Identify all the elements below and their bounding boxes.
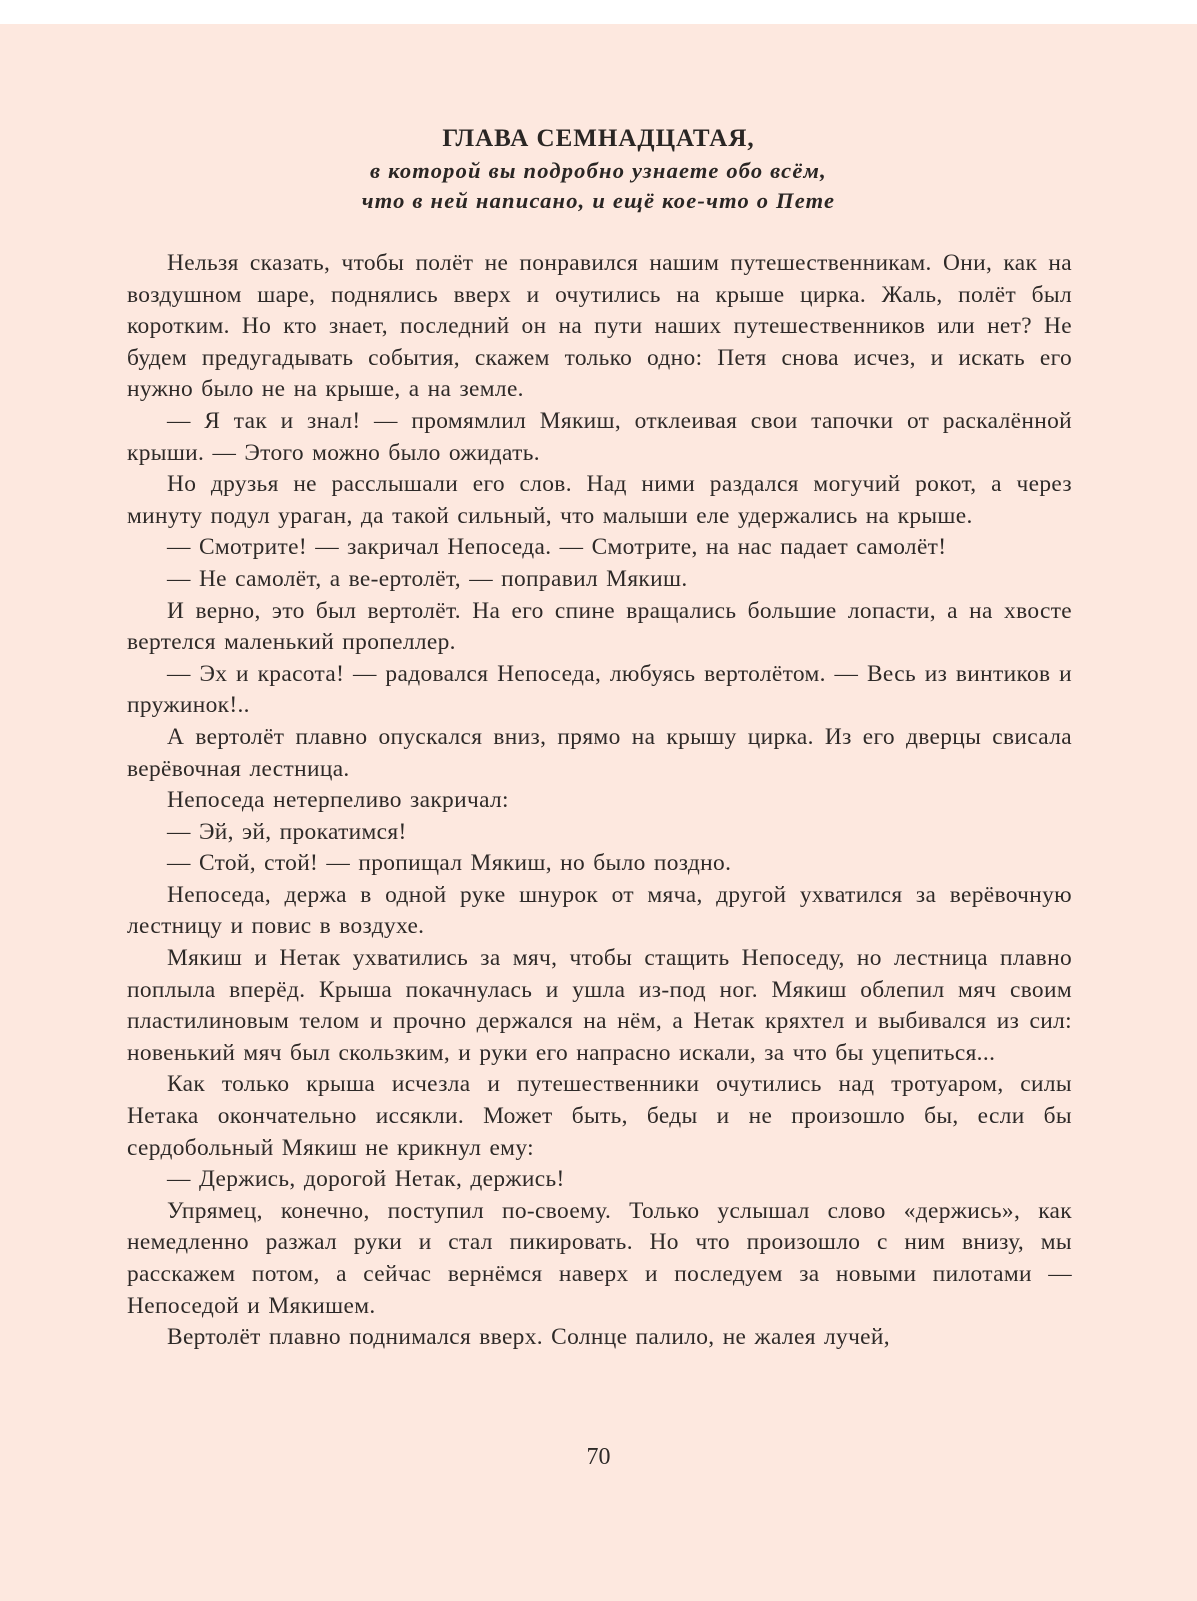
book-page	[0, 24, 1197, 1601]
paragraph: Вертолёт плавно поднимался вверх. Солнце палило, не жалея лучей,	[167, 1324, 890, 1351]
paragraph: Непоседа, держа в одной руке шнурок от мяча, другой ухватился за верёвочную лестницу и повис в воздухе.	[127, 881, 1072, 940]
chapter-subtitle-line-1: в которой вы подробно узнаете обо всём,	[370, 158, 827, 183]
paragraph: — Смотрите! — закричал Непоседа. — Смотрите, на нас падает самолёт!	[167, 534, 947, 561]
paragraph: — Держись, дорогой Нетак, держись!	[167, 1166, 565, 1193]
paragraph: И верно, это был вертолёт. На его спине вращались большие лопасти, а на хвосте вертелся маленький пропеллер.	[127, 597, 1072, 656]
chapter-heading	[125, 122, 1072, 216]
paragraph: А вертолёт плавно опускался вниз, прямо на крышу цирка. Из его дверцы свисала верёвочная лестница.	[127, 723, 1072, 782]
paragraph: Нельзя сказать, чтобы полёт не понравился нашим путешественникам. Они, как на воздушном шаре, поднялись вверх и очутились на крыше цирка. Жаль, полёт был коротким. Но кто знает, последний он на пути наших путешественников или нет? Не будем предугадывать события, скажем только одно: Петя снова исчез, и искать его нужно было не на крыше, а на земле.	[127, 250, 1072, 403]
paragraph: — Стой, стой! — пропищал Мякиш, но было поздно.	[167, 850, 732, 877]
paragraph: — Я так и знал! — промямлил Мякиш, отклеивая свои тапочки от раскалённой крыши. — Этого можно было ожидать.	[127, 407, 1072, 466]
paragraph: Как только крыша исчезла и путешественники очутились над тротуаром, силы Нетака окончательно иссякли. Может быть, беды и не произошло бы, если бы сердобольный Мякиш не крикнул ему:	[127, 1071, 1072, 1161]
paragraph: Мякиш и Нетак ухватились за мяч, чтобы стащить Непоседу, но лестница плавно поплыла вперёд. Крыша покачнулась и ушла из-под ног. Мякиш облепил мяч своим пластилиновым телом и прочно держался на нём, а Нетак кряхтел и выбивался из сил: новенький мяч был скользким, и руки его напрасно искали, за что бы уцепиться...	[127, 945, 1072, 1066]
paragraph: — Эх и красота! — радовался Непоседа, любуясь вертолётом. — Весь из винтиков и пружинок!..	[127, 660, 1072, 719]
page-number: 70	[586, 1444, 611, 1470]
paragraph: Упрямец, конечно, поступил по-своему. Только услышал слово «держись», как немедленно разжал руки и стал пикировать. Но что произошло с ним внизу, мы расскажем потом, а сейчас вернёмся наверх и последуем за новыми пилотами — Непоседой и Мякишем.	[127, 1197, 1072, 1319]
chapter-title: ГЛАВА СЕМНАДЦАТАЯ,	[442, 125, 755, 152]
paragraph: Непоседа нетерпеливо закричал:	[167, 787, 509, 814]
paragraph: — Эй, эй, прокатимся!	[167, 818, 407, 845]
paragraph: Но друзья не расслышали его слов. Над ними раздался могучий рокот, а через минуту подул ураган, да такой сильный, что малыши еле удержались на крыше.	[127, 471, 1072, 529]
chapter-subtitle-line-2: что в ней написано, и ещё кое-что о Пете	[361, 188, 836, 213]
paragraph: — Не самолёт, а ве-ертолёт, — поправил Мякиш.	[167, 565, 688, 592]
chapter-body	[127, 248, 1072, 1354]
